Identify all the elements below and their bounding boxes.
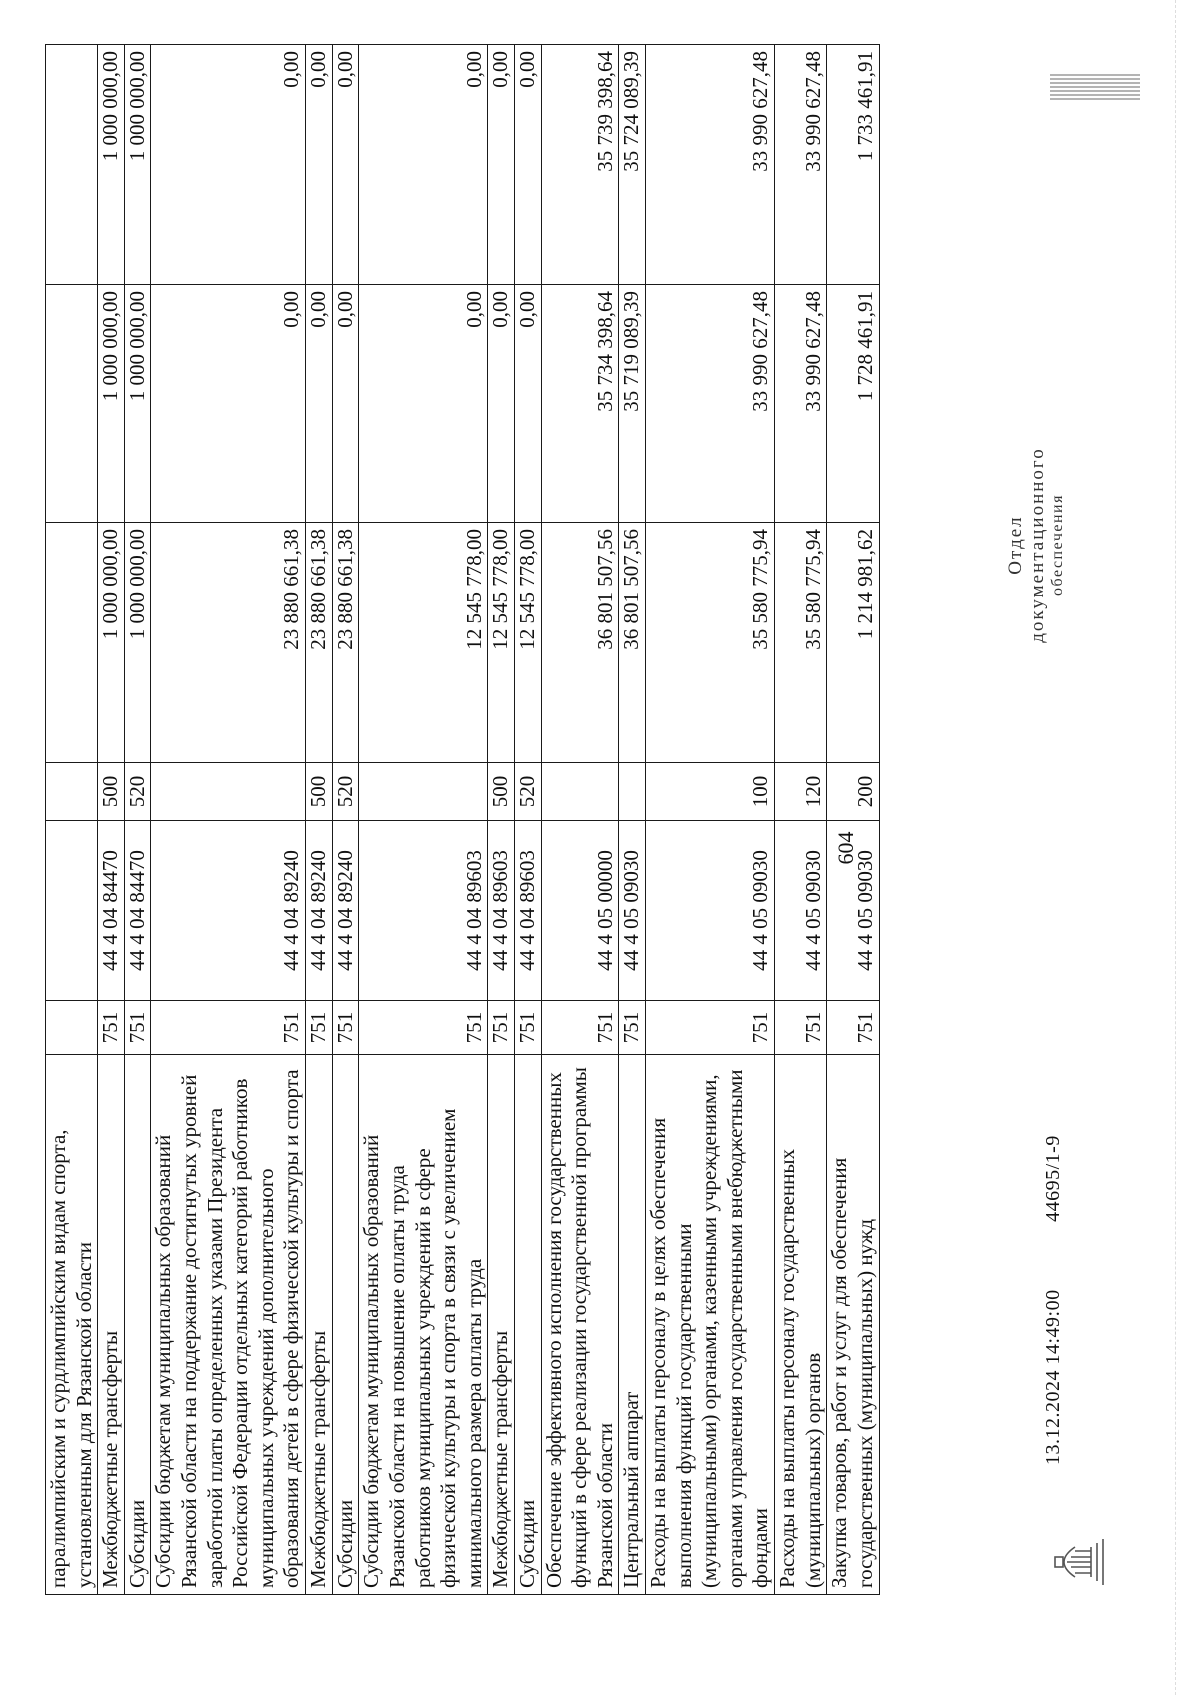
row-amount-3: 1 000 000,00: [124, 45, 151, 285]
row-target-code: 44 4 04 84470: [98, 821, 125, 1001]
row-amount-2: [46, 285, 98, 523]
row-amount-2: 0,00: [306, 285, 333, 523]
row-dept-code: 751: [151, 1001, 306, 1055]
row-expense-type: 520: [124, 763, 151, 821]
row-amount-1: 12 545 778,00: [359, 523, 488, 763]
table-row: [306, 45, 333, 1595]
row-name: Расходы на выплаты персоналу в целях обеспечения выполнения функций государственными (муниципальными) органами, казенными учреждениями, органами управления государственными внебюджетными фондами: [646, 1055, 775, 1595]
budget-table: [45, 44, 880, 1595]
row-target-code: 44 4 04 84470: [124, 821, 151, 1001]
row-expense-type: 100: [646, 763, 775, 821]
row-dept-code: 751: [98, 1001, 125, 1055]
row-amount-1: 23 880 661,38: [151, 523, 306, 763]
row-dept-code: 751: [488, 1001, 515, 1055]
row-name: Межбюджетные трансферты: [98, 1055, 125, 1595]
table-row: [488, 45, 515, 1595]
row-name: Закупка товаров, работ и услуг для обеспечения государственных (муниципальных) нужд: [827, 1055, 879, 1595]
table-row: [124, 45, 151, 1595]
row-dept-code: 751: [646, 1001, 775, 1055]
row-dept-code: [46, 1001, 98, 1055]
row-amount-3: 0,00: [488, 45, 515, 285]
row-amount-2: 33 990 627,48: [775, 285, 827, 523]
row-amount-1: 1 214 981,62: [827, 523, 879, 763]
row-amount-3: 33 990 627,48: [775, 45, 827, 285]
row-name: Субсидии: [332, 1055, 359, 1595]
row-target-code: 44 4 04 89240: [151, 821, 306, 1001]
row-name: Субсидии бюджетам муниципальных образований Рязанской области на повышение оплаты труда работников муниципальных учреждений в сфере физической культуры и спорта в связи с увеличением минимального размера оплаты труда: [359, 1055, 488, 1595]
row-expense-type: [541, 763, 619, 821]
logo-emblem-icon: [1045, 1527, 1115, 1597]
row-expense-type: [359, 763, 488, 821]
row-amount-3: 33 990 627,48: [646, 45, 775, 285]
table-row: [359, 45, 488, 1595]
row-amount-1: 23 880 661,38: [332, 523, 359, 763]
row-amount-3: 35 739 398,64: [541, 45, 619, 285]
row-name: Межбюджетные трансферты: [306, 1055, 333, 1595]
row-target-code: 44 4 05 00000: [541, 821, 619, 1001]
row-amount-3: 35 724 089,39: [619, 45, 646, 285]
row-amount-2: 0,00: [332, 285, 359, 523]
footer-info: [1042, 1073, 1065, 1465]
row-name: Субсидии: [124, 1055, 151, 1595]
row-dept-code: 751: [775, 1001, 827, 1055]
row-expense-type: [46, 763, 98, 821]
row-name: Субсидии бюджетам муниципальных образований Рязанской области на поддержание достигнутых уровней заработной платы определенных указами Президента Российской Федерации отдельных категорий работников муниципальных учреждений дополнительного образования детей в сфере физической культуры и спорта: [151, 1055, 306, 1595]
row-dept-code: 751: [541, 1001, 619, 1055]
row-amount-1: 1 000 000,00: [98, 523, 125, 763]
row-amount-3: 0,00: [359, 45, 488, 285]
table-row: [46, 45, 98, 1595]
row-amount-1: 35 580 775,94: [775, 523, 827, 763]
row-amount-1: [46, 523, 98, 763]
budget-table-body: [46, 45, 880, 1595]
row-amount-3: 0,00: [514, 45, 541, 285]
row-amount-1: 1 000 000,00: [124, 523, 151, 763]
row-dept-code: 751: [124, 1001, 151, 1055]
row-target-code: 44 4 05 09030: [646, 821, 775, 1001]
row-amount-3: 0,00: [332, 45, 359, 285]
row-amount-2: 0,00: [359, 285, 488, 523]
page-number: 604: [833, 831, 858, 865]
row-amount-2: 33 990 627,48: [646, 285, 775, 523]
row-amount-2: 35 719 089,39: [619, 285, 646, 523]
row-expense-type: 520: [514, 763, 541, 821]
scan-barcode-mark: [1050, 72, 1140, 100]
row-expense-type: 200: [827, 763, 879, 821]
row-dept-code: 751: [332, 1001, 359, 1055]
row-amount-3: 0,00: [306, 45, 333, 285]
row-name: Обеспечение эффективного исполнения государственных функций в сфере реализации государственной программы Рязанской области: [541, 1055, 619, 1595]
row-expense-type: 500: [98, 763, 125, 821]
row-expense-type: [619, 763, 646, 821]
table-row: [332, 45, 359, 1595]
table-row: [619, 45, 646, 1595]
row-target-code: 44 4 04 89240: [306, 821, 333, 1001]
row-amount-1: 36 801 507,56: [619, 523, 646, 763]
scan-edge-line: [1175, 0, 1177, 1695]
table-row: [98, 45, 125, 1595]
table-row: [775, 45, 827, 1595]
row-amount-2: 35 734 398,64: [541, 285, 619, 523]
row-name: Межбюджетные трансферты: [488, 1055, 515, 1595]
row-expense-type: 120: [775, 763, 827, 821]
table-row: [541, 45, 619, 1595]
table-row: [646, 45, 775, 1595]
row-amount-2: 1 728 461,91: [827, 285, 879, 523]
row-target-code: 44 4 04 89603: [488, 821, 515, 1001]
row-expense-type: 500: [488, 763, 515, 821]
row-name: Центральный аппарат: [619, 1055, 646, 1595]
row-dept-code: 751: [827, 1001, 879, 1055]
row-amount-3: 0,00: [151, 45, 306, 285]
row-amount-1: 23 880 661,38: [306, 523, 333, 763]
row-target-code: 44 4 05 09030: [827, 821, 879, 1001]
stamp-line-2: обеспечения: [1048, 494, 1066, 596]
row-amount-1: 12 545 778,00: [488, 523, 515, 763]
row-expense-type: [151, 763, 306, 821]
row-amount-1: 36 801 507,56: [541, 523, 619, 763]
row-target-code: 44 4 04 89603: [514, 821, 541, 1001]
row-dept-code: 751: [306, 1001, 333, 1055]
stamp-line-1: Отдел документационного: [1005, 447, 1048, 643]
department-stamp: [1005, 415, 1067, 675]
footer-timestamp: 13.12.2024 14:49:00: [1042, 1289, 1064, 1465]
row-amount-2: 0,00: [514, 285, 541, 523]
table-row: [151, 45, 306, 1595]
row-target-code: [46, 821, 98, 1001]
row-target-code: 44 4 05 09030: [619, 821, 646, 1001]
row-dept-code: 751: [619, 1001, 646, 1055]
row-name: паралимпийским и сурдлимпийским видам спорта, установленным для Рязанской области: [46, 1055, 98, 1595]
row-target-code: 44 4 04 89240: [332, 821, 359, 1001]
footer-doc-code: 44695/1-9: [1042, 1135, 1064, 1222]
row-expense-type: 500: [306, 763, 333, 821]
row-dept-code: 751: [359, 1001, 488, 1055]
row-amount-1: 12 545 778,00: [514, 523, 541, 763]
row-amount-1: 35 580 775,94: [646, 523, 775, 763]
row-amount-2: 0,00: [151, 285, 306, 523]
row-amount-3: [46, 45, 98, 285]
row-expense-type: 520: [332, 763, 359, 821]
row-amount-3: 1 733 461,91: [827, 45, 879, 285]
row-amount-2: 1 000 000,00: [124, 285, 151, 523]
table-row: [827, 45, 879, 1595]
row-name: Субсидии: [514, 1055, 541, 1595]
row-dept-code: 751: [514, 1001, 541, 1055]
table-row: [514, 45, 541, 1595]
row-target-code: 44 4 05 09030: [775, 821, 827, 1001]
row-amount-2: 1 000 000,00: [98, 285, 125, 523]
row-target-code: 44 4 04 89603: [359, 821, 488, 1001]
row-name: Расходы на выплаты персоналу государственных (муниципальных) органов: [775, 1055, 827, 1595]
row-amount-2: 0,00: [488, 285, 515, 523]
row-amount-3: 1 000 000,00: [98, 45, 125, 285]
